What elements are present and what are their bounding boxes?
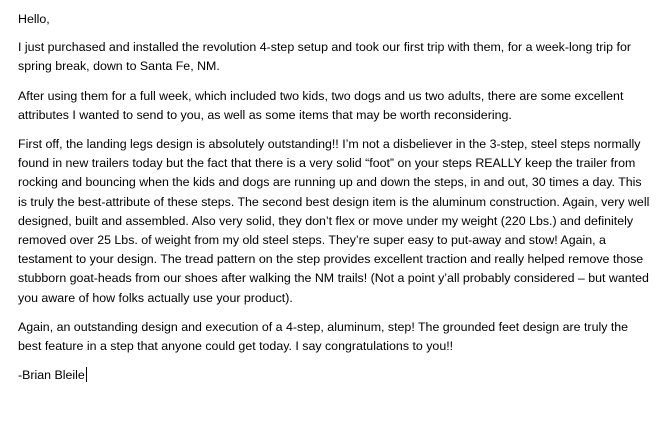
paragraph-conclusion: Again, an outstanding design and execution of a 4-step, aluminum, step! The grounded feet design are truly the best feature in a step that anyone could get today. I say congratulations to you!!: [18, 319, 629, 354]
signature-line[interactable]: [18, 366, 650, 385]
greeting: Hello,: [18, 12, 50, 26]
paragraph-attributes-intro: After using them for a full week, which included two kids, two dogs and us two adults, there are some excellent attributes I wanted to send to you, as well as some items that may be worth reconsidering.: [18, 88, 624, 122]
paragraph-landing-legs: First off, the landing legs design is absolutely outstanding!! I’m not a disbeliever in the 3-step, steel steps normally found in new trailers today but the fact that there is a very solid “foot” on your steps REALLY keep the trailer from rocking and bouncing when the kids and dogs are running up and down the steps, in and out, 30 times a day. This is truly the best-attribute of these steps. The second best design item is the aluminum construction. Again, very well designed, built and assembled. Also very solid, they don’t flex or move under my weight (220 Lbs.) and definitely removed over 25 Lbs. of weight from my old steel steps. They’re super easy to put-away and stow! Again, a testament to your design. The tread pattern on the step provides excellent traction and really helped remove those stubborn goat-heads from our shoes after walking the NM trails! (Not a point y’all probably considered – but wanted you aware of how folks actually use your product).: [18, 137, 650, 305]
letter-body[interactable]: [18, 10, 650, 385]
paragraph-purchase: I just purchased and installed the revolution 4-step setup and took our first trip with them, for a week-long trip for spring break, down to Santa Fe, NM.: [18, 40, 631, 74]
text-cursor: [86, 367, 87, 382]
signature: -Brian Bleile: [18, 368, 85, 383]
